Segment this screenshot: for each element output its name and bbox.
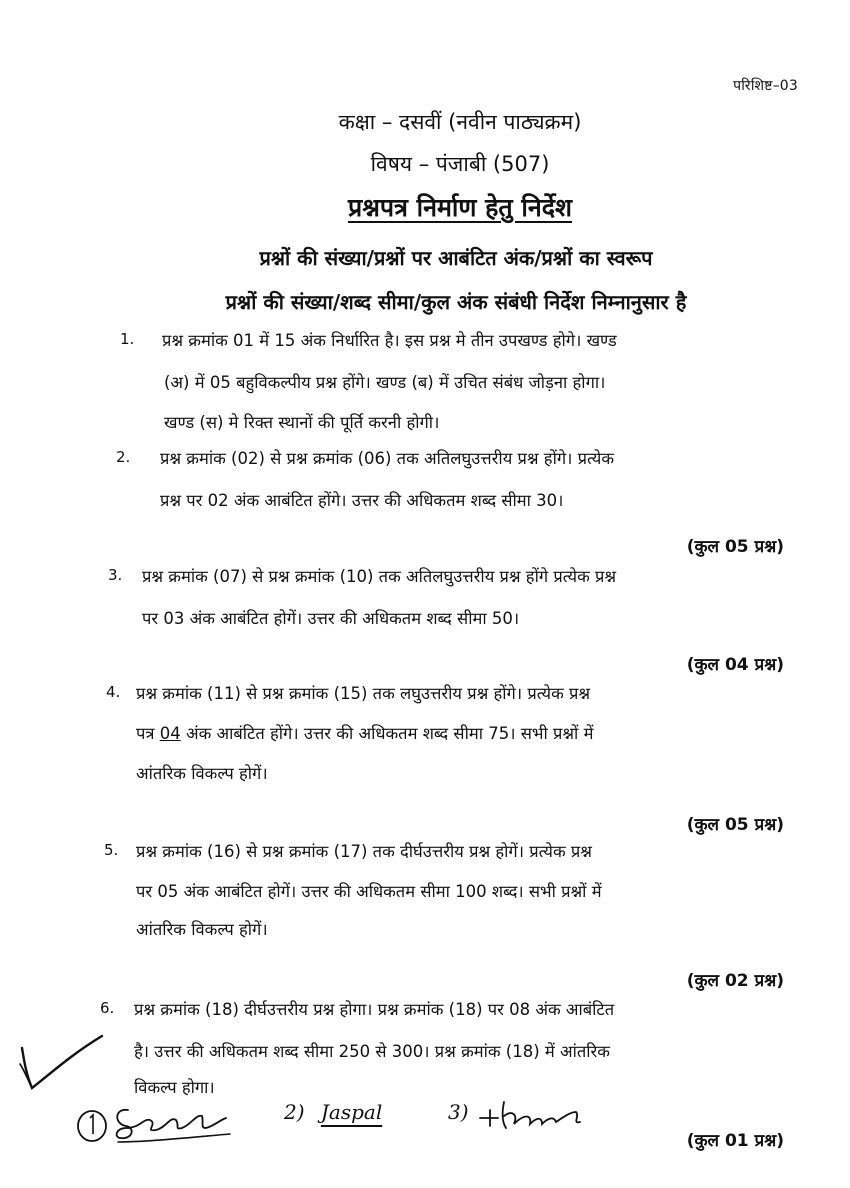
item-1-number: 1. xyxy=(120,330,135,348)
item-6-total: (कुल 01 प्रश्न) xyxy=(686,1131,784,1151)
item-1-line-2: (अ) में 05 बहुविकल्पीय प्रश्न होंगे। खण्ड (ब) में उचित संबंध जोड़ना होगा। xyxy=(164,373,606,392)
annexure-label: परिशिष्ट–03 xyxy=(733,78,798,94)
subtitle-line-2: प्रश्नों की संख्या/शब्द सीमा/कुल अंक संबंधी निर्देश निम्नानुसार है xyxy=(225,290,687,314)
signature-2-number: 2) xyxy=(284,1100,305,1124)
item-1-line-3: खण्ड (स) मे रिक्त स्थानों की पूर्ति करनी होगी। xyxy=(164,413,440,432)
item-2-line-1: प्रश्न क्रमांक (02) से प्रश्न क्रमांक (06) तक अतिलघुउत्तरीय प्रश्न होंगे। प्रत्येक xyxy=(160,449,615,468)
signature-3 xyxy=(448,1100,469,1124)
item-2-line-2: प्रश्न पर 02 अंक आबंटित होंगे। उत्तर की अधिकतम शब्द सीमा 30। xyxy=(160,491,564,510)
item-6-number: 6. xyxy=(100,999,115,1017)
item-3-line-2: पर 03 अंक आबंटित होगें। उत्तर की अधिकतम शब्द सीमा 50। xyxy=(142,609,520,628)
subtitle-line-1: प्रश्नों की संख्या/प्रश्नों पर आबंटित अंक/प्रश्नों का स्वरूप xyxy=(259,246,653,270)
item-4-line-3: आंतरिक विकल्प होगें। xyxy=(136,764,268,783)
signature-1 xyxy=(74,1098,244,1156)
item-4-marks-underlined: 04 xyxy=(159,724,181,743)
item-3-total: (कुल 04 प्रश्न) xyxy=(686,655,784,675)
item-4-line-2 xyxy=(136,721,593,744)
signature-3-number: 3) xyxy=(448,1100,469,1124)
item-4-total: (कुल 05 प्रश्न) xyxy=(686,815,784,835)
item-2-number: 2. xyxy=(116,448,131,466)
item-3-line-1: प्रश्न क्रमांक (07) से प्रश्न क्रमांक (10) तक अतिलघुउत्तरीय प्रश्न होंगे प्रत्येक प्रश्न xyxy=(142,567,617,586)
item-5-line-1: प्रश्न क्रमांक (16) से प्रश्न क्रमांक (17) तक दीर्घउत्तरीय प्रश्न होगें। प्रत्येक प्रश्न xyxy=(136,842,592,861)
item-1-line-1: प्रश्न क्रमांक 01 में 15 अंक निर्धारित है। इस प्रश्न मे तीन उपखण्ड होगे। खण्ड xyxy=(162,331,617,350)
item-6-line-1: प्रश्न क्रमांक (18) दीर्घउत्तरीय प्रश्न होगा। प्रश्न क्रमांक (18) पर 08 अंक आबंटित xyxy=(134,1000,615,1019)
document-title: प्रश्नपत्र निर्माण हेतु निर्देश xyxy=(347,193,572,222)
item-5-line-3: आंतरिक विकल्प होगें। xyxy=(136,920,268,939)
item-6-line-3: विकल्प होगा। xyxy=(134,1078,215,1097)
item-3-number: 3. xyxy=(108,566,123,584)
item-2-total: (कुल 05 प्रश्न) xyxy=(686,537,784,557)
signature-3-mark xyxy=(476,1094,586,1138)
subject-heading: विषय – पंजाबी (507) xyxy=(370,152,550,176)
item-5-number: 5. xyxy=(104,841,119,859)
class-heading: कक्षा – दसवीं (नवीन पाठ्यक्रम) xyxy=(338,110,582,134)
item-4-number: 4. xyxy=(106,683,121,701)
item-5-total: (कुल 02 प्रश्न) xyxy=(686,971,784,991)
item-5-line-2: पर 05 अंक आबंटित होगें। उत्तर की अधिकतम सीमा 100 शब्द। सभी प्रश्नों में xyxy=(136,882,602,901)
item-4-line-2-end: अंक आबंटित होंगे। उत्तर की अधिकतम शब्द सीमा 75। सभी प्रश्नों में xyxy=(180,724,594,743)
signature-2 xyxy=(284,1100,382,1124)
item-4-line-1: प्रश्न क्रमांक (11) से प्रश्न क्रमांक (15) तक लघुउत्तरीय प्रश्न होंगे। प्रत्येक प्रश्न xyxy=(136,684,591,703)
item-4-line-2-start: पत्र xyxy=(136,724,160,743)
item-6-line-2: है। उत्तर की अधिकतम शब्द सीमा 250 से 300। प्रश्न क्रमांक (18) में आंतरिक xyxy=(134,1042,610,1061)
signature-2-name: Jaspal xyxy=(320,1100,383,1124)
